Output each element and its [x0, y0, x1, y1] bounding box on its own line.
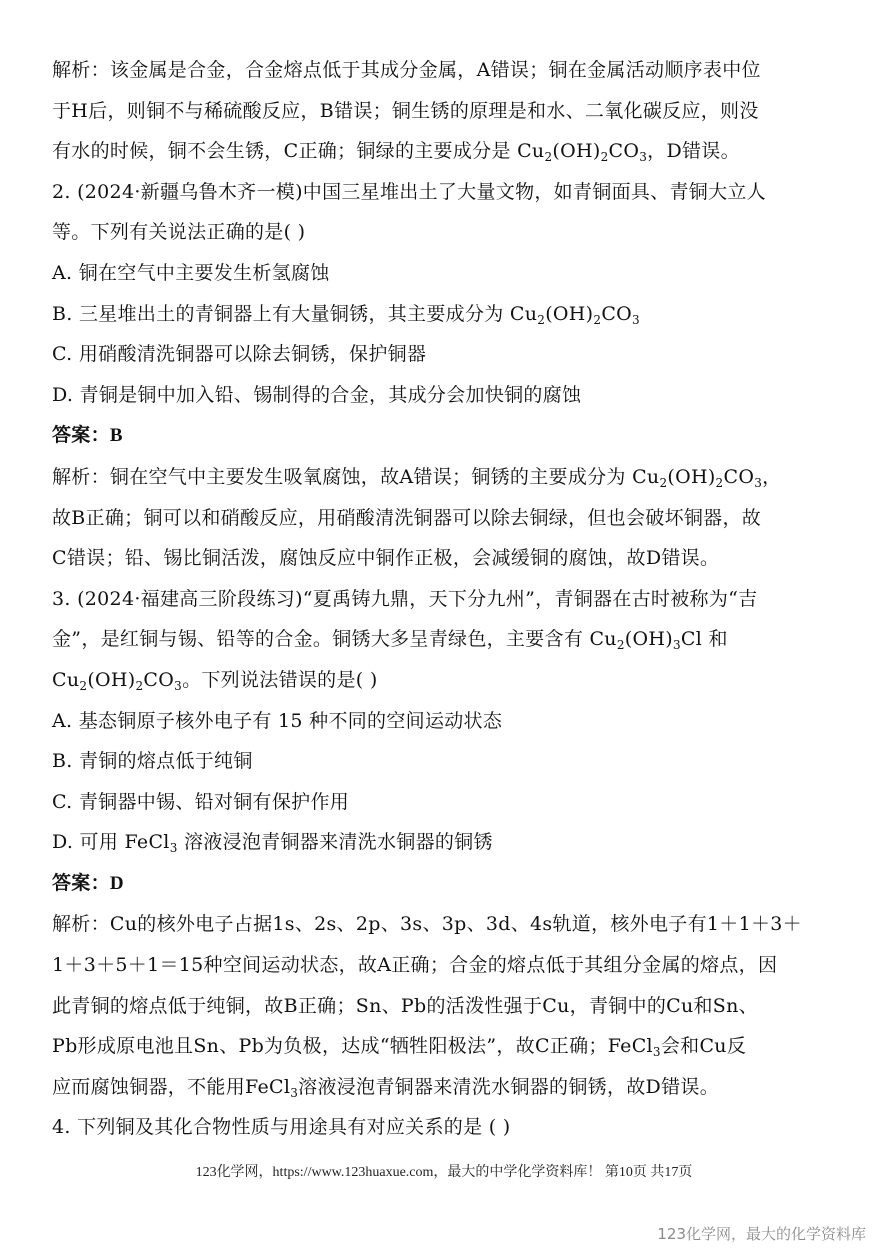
- line-text: 和: [702, 628, 728, 651]
- line-text: ，D错误。: [647, 140, 740, 163]
- line-text: 应而腐蚀铜器，不能用: [52, 1075, 246, 1098]
- formula-subscript: 3: [290, 1085, 299, 1100]
- formula-part: Cu: [52, 668, 80, 691]
- answer-value: B: [109, 425, 123, 447]
- text-line: A. 基态铜原子核外电子有 15 种不同的空间运动状态: [52, 709, 503, 732]
- line-text: 解析：铜在空气中主要发生吸氧腐蚀，故A错误；铜锈的主要成分为: [52, 465, 633, 488]
- formula-part: CO: [608, 140, 640, 163]
- site-watermark: 123化学网，最大的化学资料库: [657, 1225, 866, 1243]
- line-text: 溶液浸泡青铜器来清洗水铜器的铜锈，故D错误。: [298, 1075, 719, 1098]
- text-line: 解析：Cu的核外电子占据1s、2s、2p、3s、3p、3d、4s轨道，核外电子有1＋1＋3＋: [52, 913, 802, 936]
- formula-part: CO: [723, 465, 755, 488]
- text-line: A. 铜在空气中主要发生析氢腐蚀: [52, 261, 330, 284]
- line-text: Pb形成原电池且Sn、Pb为负极，达成“牺牲阳极法”，故C正确；: [52, 1035, 608, 1058]
- chemical-formula: [589, 628, 703, 653]
- text-line: [52, 457, 838, 498]
- chemical-formula: [52, 669, 182, 691]
- formula-part: CO: [143, 668, 175, 691]
- text-line: D. 青铜是铜中加入铅、锡制得的合金，其成分会加快铜的腐蚀: [52, 383, 582, 406]
- chemical-formula: [245, 1076, 298, 1098]
- text-line: 解析：该金属是合金，合金熔点低于其成分金属，A错误；铜在金属活动顺序表中位: [52, 59, 761, 81]
- line-text: 溶液浸泡青铜器来清洗水铜器的铜锈: [177, 831, 493, 854]
- line-text: 会和Cu反: [660, 1035, 747, 1058]
- text-line: B. 青铜的熔点低于纯铜: [52, 750, 253, 773]
- text-line: [52, 1026, 838, 1067]
- text-line: C. 用硝酸清洗铜器可以除去铜锈，保护铜器: [52, 343, 427, 366]
- text-line: 1＋3＋5＋1＝15种空间运动状态，故A正确；合金的熔点低于其组分金属的熔点，因: [52, 954, 778, 977]
- formula-part: Cu: [589, 628, 617, 651]
- text-line: [52, 822, 838, 863]
- line-text: B. 三星堆出土的青铜器上有大量铜锈，其主要成分为: [52, 302, 510, 325]
- text-line: [52, 131, 838, 172]
- formula-part: Cl: [680, 628, 703, 651]
- line-text: 有水的时候，铜不会生锈，C正确；铜绿的主要成分是: [52, 140, 518, 163]
- answer-value: D: [109, 872, 124, 894]
- formula-part: CO: [601, 302, 633, 325]
- formula-subscript: 2: [79, 678, 88, 693]
- text-line: 故B正确；铜可以和硝酸反应，用硝酸清洗铜器可以除去铜绿，但也会破坏铜器，故: [52, 506, 762, 529]
- chemical-formula: [124, 831, 178, 856]
- formula-subscript: 2: [537, 312, 546, 327]
- formula-part: FeCl: [607, 1035, 653, 1058]
- answer-label: 答案：: [52, 871, 110, 894]
- text-line: 4. 下列铜及其化合物性质与用途具有对应关系的是 ( ): [52, 1116, 511, 1139]
- page-footer: 123化学网，https://www.123huaxue.com，最大的中学化学资料库！ 第10页 共17页: [195, 1165, 693, 1180]
- text-line: [52, 294, 838, 335]
- chemical-formula: [517, 140, 648, 165]
- formula-subscript: 3: [754, 475, 763, 490]
- formula-subscript: 2: [600, 150, 609, 165]
- text-line: [52, 660, 838, 701]
- text-line: 3. (2024·福建高三阶段练习)“夏禹铸九鼎，天下分九州”，青铜器在古时被称为“吉: [52, 587, 758, 610]
- formula-part: FeCl: [245, 1075, 291, 1098]
- answer-line: [52, 415, 838, 457]
- answer-label: 答案：: [52, 424, 110, 447]
- formula-part: FeCl: [124, 831, 170, 854]
- text-line: [52, 619, 838, 660]
- formula-subscript: 2: [593, 312, 602, 327]
- formula-subscript: 3: [639, 150, 648, 165]
- line-text: D. 可用: [52, 831, 125, 854]
- line-text: ，: [762, 465, 782, 488]
- formula-part: (OH): [624, 628, 673, 651]
- formula-part: Cu: [517, 140, 545, 163]
- text-line: [52, 1067, 838, 1108]
- formula-subscript: 2: [659, 475, 668, 490]
- formula-subscript: 2: [616, 638, 625, 653]
- text-line: 此青铜的熔点低于纯铜，故B正确；Sn、Pb的活泼性强于Cu，青铜中的Cu和Sn、: [52, 994, 758, 1017]
- chemical-formula: [632, 466, 762, 488]
- line-text: 金”，是红铜与锡、铅等的合金。铜锈大多呈青绿色，主要含有: [52, 628, 590, 651]
- chemical-formula: [510, 303, 640, 325]
- formula-part: Cu: [509, 302, 538, 325]
- text-line: C错误；铅、锡比铜活泼，腐蚀反应中铜作正极，会减缓铜的腐蚀，故D错误。: [52, 547, 720, 570]
- formula-part: (OH): [667, 465, 716, 488]
- formula-part: (OH): [545, 302, 594, 325]
- formula-subscript: 3: [672, 638, 681, 653]
- formula-subscript: 3: [632, 312, 640, 327]
- formula-subscript: 3: [174, 678, 183, 693]
- text-line: 2. (2024·新疆乌鲁木齐一模)中国三星堆出土了大量文物，如青铜面具、青铜大立人: [52, 180, 766, 203]
- formula-part: (OH): [87, 668, 136, 691]
- document-body: [52, 50, 838, 1148]
- text-line: C. 青铜器中锡、铅对铜有保护作用: [52, 790, 350, 813]
- formula-part: Cu: [632, 465, 660, 488]
- line-text: 。下列说法错误的是( ): [182, 668, 378, 691]
- formula-subscript: 2: [135, 678, 144, 693]
- chemical-formula: [607, 1035, 661, 1060]
- formula-part: (OH): [552, 140, 601, 163]
- text-line: 于H后，则铜不与稀硫酸反应，B错误；铜生锈的原理是和水、二氧化碳反应，则没: [52, 99, 759, 122]
- text-line: 等。下列有关说法正确的是( ): [52, 221, 306, 244]
- formula-subscript: 2: [544, 150, 553, 165]
- formula-subscript: 3: [169, 841, 178, 856]
- formula-subscript: 2: [715, 475, 724, 490]
- formula-subscript: 3: [652, 1045, 661, 1060]
- answer-line: [52, 863, 838, 905]
